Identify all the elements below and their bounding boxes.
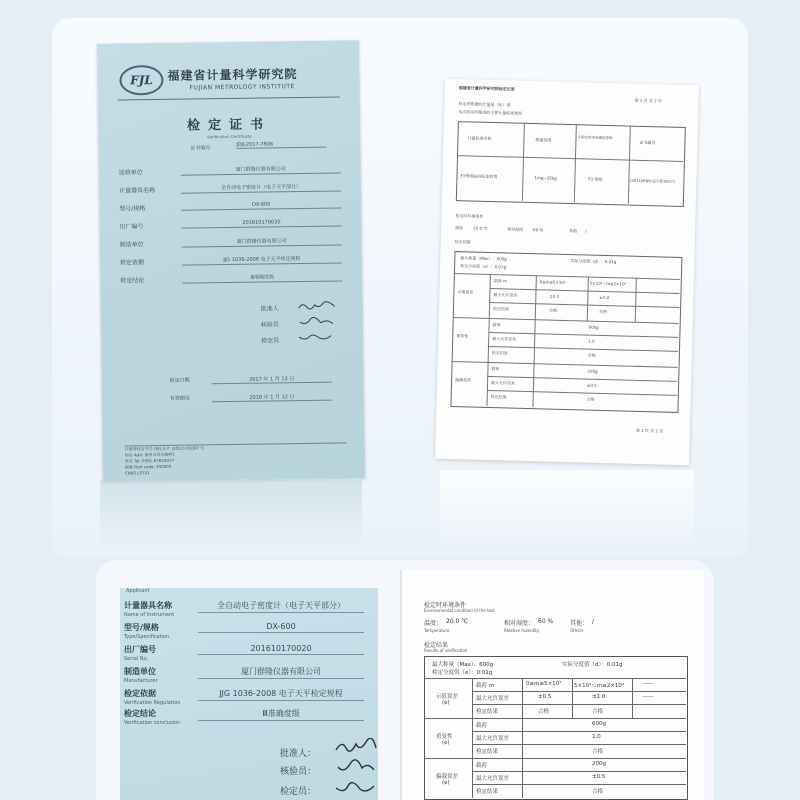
institute-name: 福建省计量科学研究院 <box>167 67 298 83</box>
signature-verifier <box>297 333 337 344</box>
cert-row-value: 厦门群隆仪器有限公司 <box>181 164 341 175</box>
cell-value: 0≤m≤5×10³ <box>539 279 566 285</box>
cell-value: 1.0 <box>588 338 595 344</box>
closeup-sig-check: 核验员： <box>280 767 317 777</box>
temp-value: 20.0 ℃ <box>473 225 488 231</box>
row-item: 检定结果 <box>476 709 499 715</box>
cert-no-label: 证书编号 <box>190 145 211 152</box>
cell-value: ±0.5 <box>592 774 606 780</box>
humid-label: 相对湿度： <box>504 620 535 627</box>
footer-line: 电话 Tel: 0591-87845077 <box>124 457 175 464</box>
humid-en: Relative humidity <box>504 628 540 633</box>
record-subline: 本次检定所使用的主要计量标准器具 <box>458 109 523 116</box>
cert-row-label: 出厂编号 <box>119 223 144 231</box>
max-capacity: 最大称量（Max）：600g <box>460 255 507 262</box>
closeup-signature-verifier <box>334 780 378 798</box>
valid-until-label: 有效期至 <box>169 395 190 402</box>
sig-approve-label: 批准人 <box>260 305 279 313</box>
closeup-row-label: 检定结论 <box>124 709 156 718</box>
row-item: 最大允许误差 <box>491 380 516 386</box>
sig-check-label: 核验员 <box>260 321 279 329</box>
cell-value: 合格 <box>592 749 604 755</box>
cell-value: 合格 <box>538 709 550 715</box>
cell-value: 600g <box>592 721 606 727</box>
closeup-row-label: 计量器具名称 <box>124 601 172 610</box>
group-unit: (e) <box>442 700 450 706</box>
certificate-footer <box>125 442 348 481</box>
cell-value: ------ <box>642 681 654 687</box>
table-rule <box>472 771 686 772</box>
std-col-name: 计量标准名称 <box>467 135 492 141</box>
cell-value: 合格 <box>548 307 558 313</box>
footer-line: CNAS L0741 <box>124 470 150 476</box>
standards-table <box>456 121 686 207</box>
group-name: 偏载误差 <box>455 377 472 383</box>
other-value: / <box>592 618 595 625</box>
other-label: 其他 <box>569 228 578 234</box>
closeup-row-label: 检定依据 <box>124 689 156 698</box>
cell-value: ±1.0 <box>599 294 610 301</box>
certificate-title: 检定证书 <box>186 117 272 134</box>
row-item: 载荷 <box>492 322 501 328</box>
certificate-subtitle: Verification Certificate <box>206 133 252 140</box>
row-item: 载荷 m <box>493 278 507 284</box>
group-unit: (e) <box>442 780 450 786</box>
footer-line: 邮编 Post code: 350003 <box>124 463 172 470</box>
closeup-row-value: JJG 1036-2008 电子天平检定规程 <box>198 688 364 701</box>
closeup-row-value: Ⅲ准确度级 <box>198 708 364 721</box>
cell-value: 合格 <box>598 308 608 315</box>
std-grade: F1 等级 <box>588 176 603 182</box>
std-cert: [2014]闽量标证字第1051号 <box>630 178 676 184</box>
closeup-row-en: Serial No. <box>124 656 149 662</box>
row-item: 最大允许误差 <box>476 776 510 782</box>
humid-label: 相对湿度 <box>507 226 524 232</box>
verify-date-label: 检定日期 <box>169 377 190 384</box>
footer-line: 地址 Add: 福州市屏东路9号 <box>124 451 175 458</box>
table-rule <box>424 718 686 719</box>
group-unit: (e) <box>442 740 450 746</box>
cert-row-value: 厦门群隆仪器有限公司 <box>182 236 342 247</box>
temp-en: Temperature <box>424 628 450 633</box>
closeup-sig-approve: 批准人： <box>280 749 317 759</box>
closeup-signature-approver <box>334 738 378 756</box>
institute-logo: FJL <box>119 65 163 96</box>
table-rule <box>572 678 573 718</box>
table-rule <box>472 784 686 785</box>
closeup-row-label: 制造单位 <box>124 667 156 676</box>
cert-row-label: 型号/规格 <box>119 205 146 213</box>
certificate-closeup <box>120 588 378 800</box>
max-capacity: 最大称量（Max）：600g <box>432 662 494 668</box>
cell-value: 200g <box>592 761 606 767</box>
closeup-row-value: 全自动电子密度计（电子天平部分） <box>198 600 364 613</box>
result-title: 检定结果 <box>424 642 449 649</box>
table-rule <box>632 678 633 718</box>
other-value: / <box>585 228 587 234</box>
verify-date-value: 2017 年 1 月 13 日 <box>212 375 332 385</box>
record-page: 第 1 页 共 2 页 <box>635 427 664 434</box>
institute-name-en: FUJIAN METROLOGY INSTITUTE <box>189 83 295 92</box>
table-rule <box>472 731 686 732</box>
std-name: F1等级砝码标准装置 <box>460 173 498 180</box>
cert-no-value: JDJL2017-7806 <box>236 141 326 149</box>
row-item: 检定结果 <box>490 394 507 400</box>
closeup-row-en: Verification Regulation <box>124 700 181 706</box>
humid-value: 60 % <box>533 227 544 233</box>
cert-row-value: JJG 1036-2008 电子天平检定规程 <box>182 254 342 265</box>
env-title: 检定时环境条件 <box>455 213 484 219</box>
cert-row-value: Ⅲ准确度级 <box>182 272 342 283</box>
env-title: 检定时环境条件 <box>424 602 467 609</box>
std-col-range: 测量范围 <box>535 137 552 143</box>
row-item: 检定结果 <box>492 306 510 312</box>
verify-division: 检定分度值（e）：0.01g <box>460 263 507 270</box>
closeup-row-label: 出厂编号 <box>124 645 156 654</box>
closeup-row-label: 型号/规格 <box>124 623 159 632</box>
header-divider <box>118 96 340 100</box>
other-label: 其他： <box>570 620 589 627</box>
cell-value: ±0.5 <box>586 382 597 388</box>
row-item: 载荷 m <box>476 683 495 689</box>
result-title-en: Results of verification <box>424 648 468 653</box>
cell-value: 5×10³＜m≤2×10⁴ <box>574 683 625 689</box>
actual-division: 实际分度值（d）：0.01g <box>562 662 623 668</box>
cell-value: 合格 <box>592 789 604 795</box>
cell-value: 合格 <box>587 352 596 358</box>
other-en: Others <box>570 628 584 633</box>
verification-certificate <box>97 40 365 482</box>
closeup-signature-checker <box>334 758 378 776</box>
row-item: 最大允许误差 <box>492 336 517 342</box>
row-item: 最大允许误差 <box>476 736 510 742</box>
signature-checker <box>297 317 337 328</box>
group-name: 偏载误差 <box>436 774 459 780</box>
cell-value: ------ <box>642 694 654 700</box>
closeup-sig-verify: 检定员： <box>280 787 317 797</box>
cert-row-value: DX-600 <box>181 200 341 210</box>
group-name: 示值误差 <box>457 289 474 295</box>
actual-division: 实际分度值（d）：0.01g <box>570 258 617 265</box>
group-name: 重复性 <box>456 333 469 339</box>
cert-row-label: 制造单位 <box>119 241 144 249</box>
table-rule <box>424 758 686 759</box>
result-title: 检定结果 <box>454 239 471 245</box>
cell-value: 200g <box>587 368 598 374</box>
closeup-row-value: 201610170020 <box>198 644 364 655</box>
cell-value: ±0.5 <box>538 694 552 700</box>
closeup-row-en: Manufacturer <box>124 678 158 684</box>
record-reflection <box>440 470 694 550</box>
cell-value: ±0.5 <box>549 293 560 299</box>
table-rule <box>472 704 686 705</box>
cert-row-label: 检定依据 <box>119 259 145 267</box>
closeup-row-value: DX-600 <box>198 622 364 633</box>
cell-value: ±1.0 <box>592 694 606 700</box>
closeup-row-en: Type/Specification <box>124 634 170 640</box>
closeup-row-en: Verification conclusion <box>124 720 181 726</box>
cell-value: 5×10³＜m≤2×10⁴ <box>589 280 627 287</box>
closeup-row-value: 厦门群隆仪器有限公司 <box>198 666 364 679</box>
cell-value: 600g <box>588 324 599 330</box>
std-range: 1mg~25kg <box>534 175 557 181</box>
row-item: 载荷 <box>476 723 488 729</box>
row-item: 载荷 <box>491 366 500 372</box>
cert-row-label: 计量器具名称 <box>118 187 156 195</box>
cert-row-value: 全自动电子密度计（电子天平部分） <box>181 182 341 193</box>
humid-value: 60 % <box>538 618 554 625</box>
row-item: 检定结果 <box>476 789 499 795</box>
env-title-en: Environmental condition of the test <box>424 608 495 613</box>
std-col-cert: 证书编号 <box>639 139 656 146</box>
std-col-grade: 不确定度或准确度等级 <box>577 135 613 141</box>
closeup-row-en: Name of Instrument <box>124 612 175 618</box>
cert-row-label: 送检单位 <box>118 169 143 177</box>
row-item: 检定结果 <box>476 749 499 755</box>
record-closeup <box>402 570 704 800</box>
cell-value: 合格 <box>586 396 595 402</box>
table-rule <box>424 678 686 679</box>
temp-label: 温度 <box>455 225 464 231</box>
row-item: 最大允许误差 <box>493 292 518 298</box>
cert-row-value: 201610170020 <box>181 218 341 228</box>
group-name: 示值误差 <box>436 694 459 700</box>
verification-record-sheet <box>435 79 699 466</box>
row-item: 载荷 <box>476 763 488 769</box>
temp-label: 温度： <box>424 620 443 627</box>
table-rule <box>522 678 523 798</box>
sig-verify-label: 检定员 <box>261 337 280 345</box>
row-item: 最大允许误差 <box>476 696 510 702</box>
certificate-reflection <box>100 480 362 550</box>
applicant-en: Applicant <box>126 588 150 594</box>
cert-row-label: 检定结论 <box>120 277 145 285</box>
signature-approver <box>297 301 337 312</box>
valid-until-value: 2018 年 1 月 12 日 <box>212 393 332 403</box>
cell-value: 合格 <box>592 709 604 715</box>
table-rule <box>472 691 686 692</box>
group-name: 重复性 <box>436 734 453 740</box>
record-page: 第 1 页 共 2 页 <box>634 97 663 104</box>
table-rule <box>472 744 686 745</box>
cell-value: 1.0 <box>592 734 601 740</box>
cell-value: 0≤m≤5×10³ <box>526 681 562 687</box>
verify-division: 检定分度值（e）：0.01g <box>432 670 493 676</box>
record-header: 福建省计量科学研究院检定记录 <box>458 85 515 92</box>
table-rule <box>472 678 473 798</box>
temp-value: 20.0 ℃ <box>446 618 469 625</box>
footer-line: 计量授权证书号 (闽) 法计 (2013) 01007 号 <box>124 445 205 452</box>
record-subline: 检定所依据的计量基（标）准 <box>458 101 511 108</box>
row-item: 检定结果 <box>491 350 508 356</box>
